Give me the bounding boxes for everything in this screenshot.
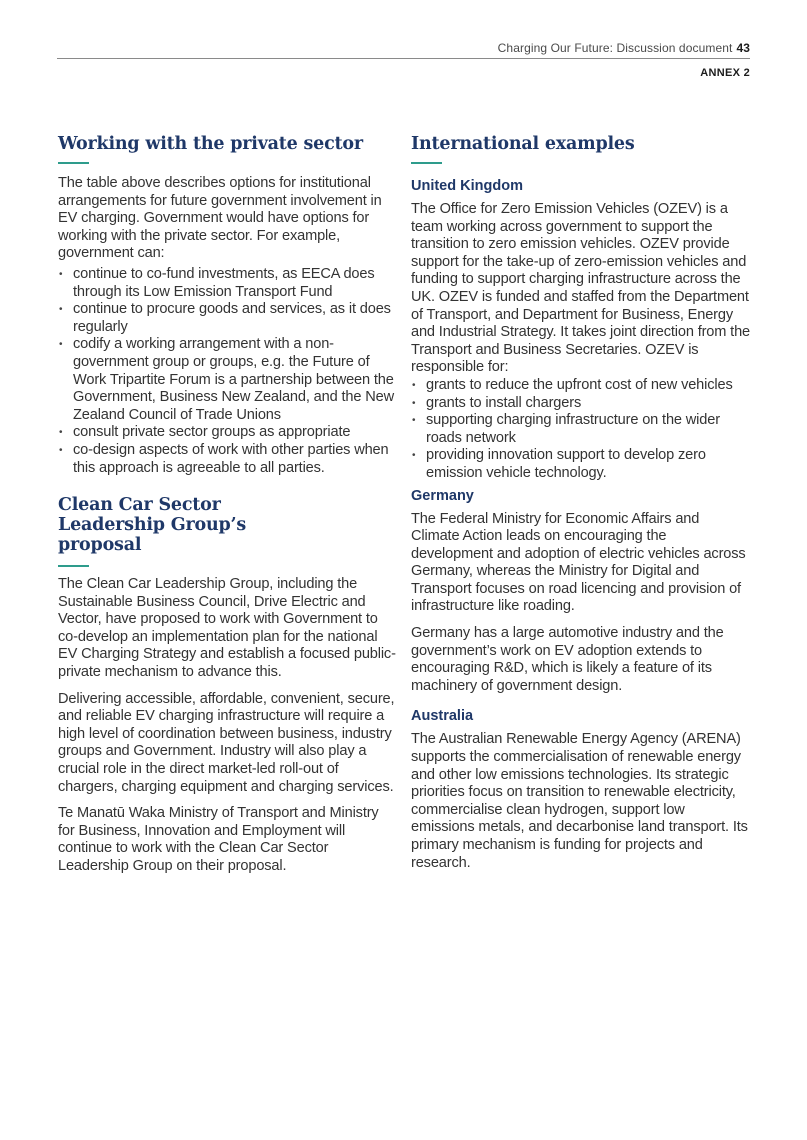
private-sector-list (58, 266, 396, 477)
left-column (58, 134, 396, 885)
private-sector-intro: The table above describes options for institutional arrangements for future government involvement in EV charging. Government would have options for working with the private sector. For example, government can: (58, 175, 382, 262)
leadership-paragraph: Delivering accessible, affordable, convenient, secure, and reliable EV charging infrastructure will require a high level of coordination between business, industry groups and Government. Industry will also play a crucial role in the direct market-led roll-out of chargers, charging equipment and charging services. (58, 690, 395, 795)
heading-accent-rule (58, 565, 89, 567)
uk-responsibilities-list (411, 377, 751, 483)
country-heading-uk: United Kingdom (411, 178, 523, 194)
list-item: • codify a working arrangement with a non-government group or groups, e.g. the Future of Work Tripartite Forum is a partnership between the Government, Business New Zealand, and the New Zealand Council of Trade Unions (58, 336, 396, 424)
country-heading-germany: Germany (411, 487, 474, 504)
germany-paragraph: The Federal Ministry for Economic Affairs and Climate Action leads on encouraging the development and adoption of electric vehicles across Germany, whereas the Ministry for Digital and Transport focuses on road licencing and provision of infrastructure like roading. (411, 510, 746, 615)
document-title: Charging Our Future: Discussion document (497, 41, 733, 55)
leadership-paragraph: The Clean Car Leadership Group, including the Sustainable Business Council, Drive Electric and Vector, have proposed to work with Government to co-develop an implementation plan for the national EV Charging Strategy and establish a focused public-private mechanism to advance this. (58, 576, 396, 681)
section-spacer (58, 487, 396, 495)
section-title-private-sector: Working with the private sector (58, 134, 363, 154)
australia-paragraph: The Australian Renewable Energy Agency (ARENA) supports the commercialisation of renewable energy and other low emissions technologies. Its strategic priorities focus on transition to renewable electricity, commercialise clean hydrogen, support low emissions metals, and decarbonise land transport. Its primary mechanism is funding for projects and research. (411, 731, 748, 871)
section-title-international: International examples (411, 134, 635, 154)
right-column (411, 134, 751, 881)
heading-accent-rule (411, 162, 442, 164)
uk-paragraph: The Office for Zero Emission Vehicles (OZEV) is a team working across government to support the transition to zero emission vehicles. OZEV provide support for the take-up of zero-emission vehicles and funding to support charging infrastructure across the UK. OZEV is funded and staffed from the Department of Transport, and Department for Business, Energy and Industrial Strategy. It takes joint direction from the Transport and Business Secretaries. OZEV is responsible for: (411, 201, 751, 376)
list-item: • supporting charging infrastructure on the wider roads network (411, 412, 751, 447)
list-item: • continue to co-fund investments, as EECA does through its Low Emission Transport Fund (58, 266, 396, 301)
page-number: 43 (736, 41, 750, 55)
list-item: • consult private sector groups as appropriate (58, 424, 396, 442)
header-divider (57, 58, 750, 59)
list-item: • continue to procure goods and services, as it does regularly (58, 301, 396, 336)
list-item: • providing innovation support to develop zero emission vehicle technology. (411, 447, 751, 482)
germany-paragraph: Germany has a large automotive industry and the government’s work on EV adoption extends to encouraging R&D, which is likely a feature of its machinery of government design. (411, 625, 724, 694)
leadership-paragraph: Te Manatū Waka Ministry of Transport and Ministry for Business, Innovation and Employment will continue to work with the Clean Car Sector Leadership Group on their proposal. (58, 805, 379, 874)
heading-accent-rule (58, 162, 89, 164)
annex-label: ANNEX 2 (700, 67, 750, 79)
country-heading-australia: Australia (411, 708, 474, 725)
running-header (498, 41, 750, 55)
list-item: • co-design aspects of work with other parties when this approach is agreeable to all parties. (58, 442, 396, 477)
list-item: • grants to install chargers (411, 395, 751, 413)
list-item: • grants to reduce the upfront cost of new vehicles (411, 377, 751, 395)
section-title-leadership-group: Clean Car Sector Leadership Group’s proposal (58, 495, 247, 556)
